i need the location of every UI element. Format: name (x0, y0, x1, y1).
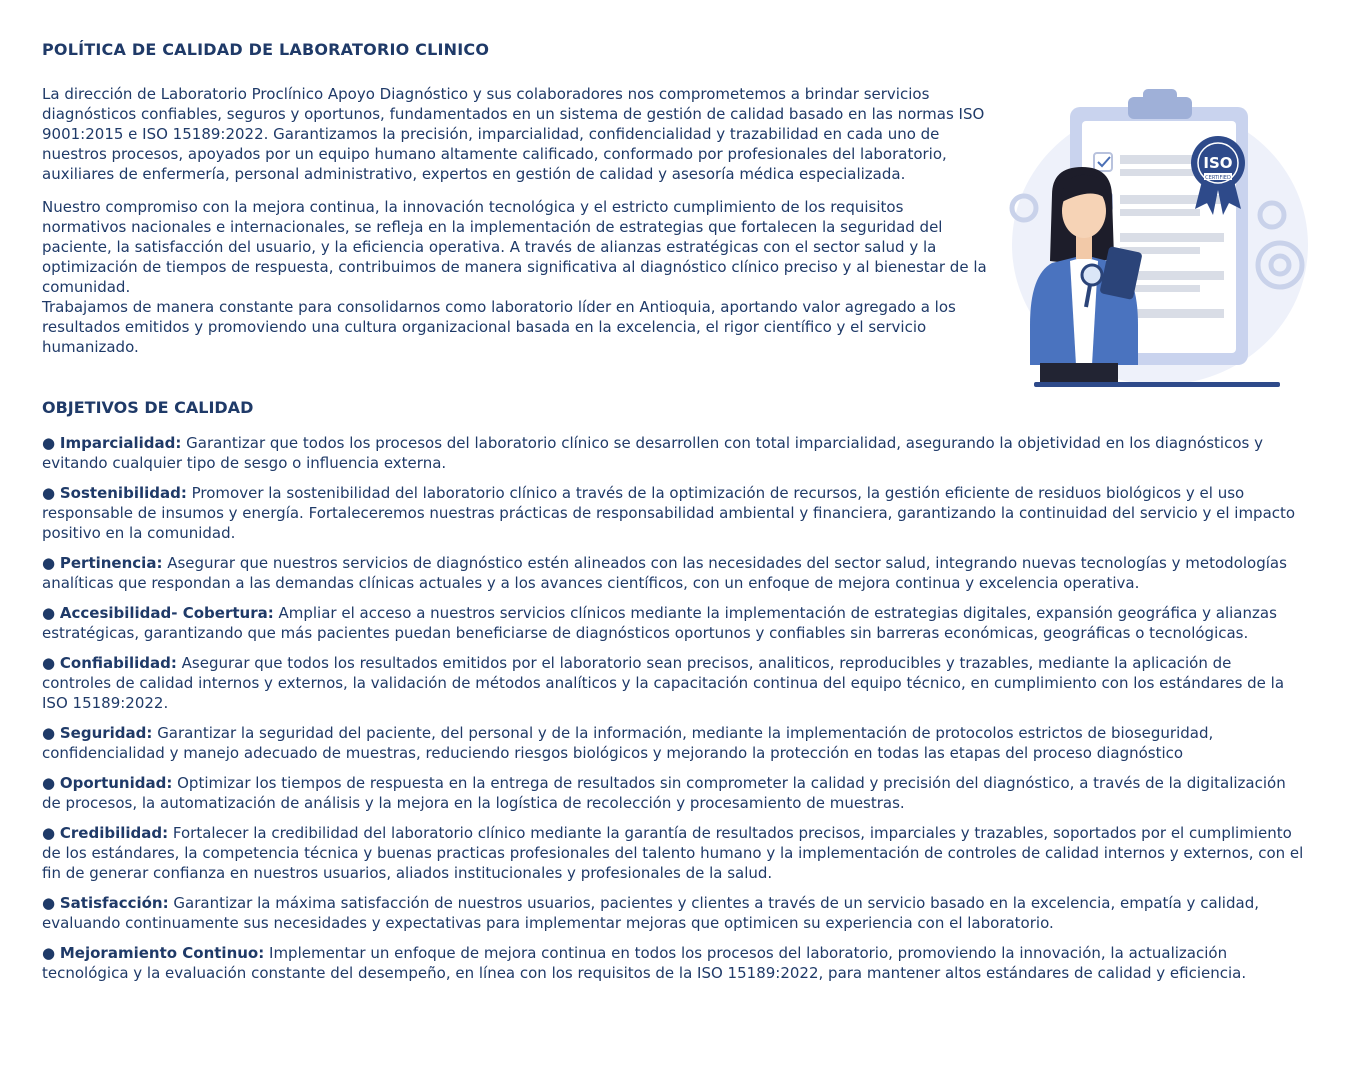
objective-text: Optimizar los tiempos de respuesta en la entrega de resultados sin comprometer la calidad y precisión del diagnóstico, a través de la digitalización de procesos, la automatización de análisis y la mejora en la logística de recolección y procesamiento de muestras. (42, 774, 1286, 812)
list-item (42, 483, 1304, 543)
objective-text: Asegurar que nuestros servicios de diagnóstico estén alineados con las necesidades del sector salud, integrando nuevas tecnologías y metodologías analíticas que respondan a las demandas clínicas actuales y a los avances científicos, con un enfoque de mejora continua y excelencia operativa. (42, 554, 1287, 592)
list-item (42, 773, 1304, 813)
bullet-icon: ● (42, 554, 56, 572)
list-item (42, 943, 1304, 983)
objective-text: Promover la sostenibilidad del laboratorio clínico a través de la optimización de recursos, la gestión eficiente de residuos biológicos y el uso responsable de insumos y energía. Fortaleceremos nuestras prácticas de responsabilidad ambiental y financiera, garantizando la continuidad del servicio y el impacto positivo en la comunidad. (42, 484, 1296, 542)
bullet-icon: ● (42, 724, 56, 742)
objective-label: Oportunidad: (59, 774, 173, 792)
list-item (42, 653, 1304, 713)
list-item (42, 723, 1304, 763)
objectives-list (42, 433, 1304, 993)
objectives-heading: OBJETIVOS DE CALIDAD (42, 398, 254, 417)
objective-label: Seguridad: (59, 724, 153, 742)
objective-text: Garantizar la seguridad del paciente, del personal y de la información, mediante la implementación de protocolos estrictos de bioseguridad, confidencialidad y manejo adecuado de muestras, reduciendo riesgos biológicos y mejorando la protección en todas las etapas del proceso diagnóstico (42, 724, 1214, 762)
iso-certification-illustration (1000, 85, 1310, 390)
list-item (42, 553, 1304, 593)
list-item (42, 603, 1304, 643)
page-title: POLÍTICA DE CALIDAD DE LABORATORIO CLINICO (42, 40, 490, 59)
list-item (42, 433, 1304, 473)
badge-subtext: CERTIFIED (1205, 175, 1231, 181)
objective-text: Implementar un enfoque de mejora continua en todos los procesos del laboratorio, promoviendo la innovación, la actualización tecnológica y la evaluación constante del desempeño, en línea con los requisitos de la ISO 15189:2022, para mantener altos estándares de calidad y eficiencia. (42, 944, 1247, 982)
ground-line (1034, 382, 1280, 387)
list-item (42, 823, 1304, 883)
objective-label: Imparcialidad: (59, 434, 182, 452)
list-item (42, 893, 1304, 933)
badge-text: ISO (1203, 154, 1233, 172)
objective-label: Accesibilidad- Cobertura: (59, 604, 274, 622)
bullet-icon: ● (42, 654, 56, 672)
objective-text: Garantizar la máxima satisfacción de nuestros usuarios, pacientes y clientes a través de un servicio basado en la excelencia, empatía y calidad, evaluando continuamente sus necesidades y expectativas para implementar mejoras que optimicen su experiencia con el laboratorio. (42, 894, 1259, 932)
objective-label: Credibilidad: (59, 824, 169, 842)
bullet-icon: ● (42, 944, 56, 962)
policy-paragraph: Nuestro compromiso con la mejora continua, la innovación tecnológica y el estricto cumplimiento de los requisitos normativos nacionales e internacionales, se refleja en la implementación de estrategias que fortalecen la seguridad del paciente, la satisfacción del usuario, y la eficiencia operativa. A través de alianzas estratégicas con el sector salud y la optimización de tiempos de respuesta, contribuimos de manera significativa al diagnóstico clínico preciso y al bienestar de la comunidad. (42, 198, 987, 296)
objective-text: Garantizar que todos los procesos del laboratorio clínico se desarrollen con total imparcialidad, asegurando la objetividad en los diagnósticos y evitando cualquier tipo de sesgo o influencia externa. (42, 434, 1263, 472)
objective-text: Ampliar el acceso a nuestros servicios clínicos mediante la implementación de estrategias digitales, expansión geográfica y alianzas estratégicas, garantizando que más pacientes puedan beneficiarse de diagnósticos oportunos y confiables sin barreras económicas, geográficas o tecnológicas. (42, 604, 1277, 642)
bullet-icon: ● (42, 824, 56, 842)
bullet-icon: ● (42, 434, 56, 452)
bullet-icon: ● (42, 894, 56, 912)
bullet-icon: ● (42, 484, 56, 502)
objective-text: Asegurar que todos los resultados emitidos por el laboratorio sean precisos, analiticos, reproducibles y trazables, mediante la aplicación de controles de calidad internos y externos, la validación de métodos analíticos y la capacitación continua del equipo técnico, en cumplimiento con los estándares de la ISO 15189:2022. (42, 654, 1285, 712)
objective-label: Pertinencia: (59, 554, 163, 572)
policy-paragraph: La dirección de Laboratorio Proclínico Apoyo Diagnóstico y sus colaboradores nos comprometemos a brindar servicios diagnósticos confiables, seguros y oportunos, fundamentados en un sistema de gestión de calidad basado en las normas ISO 9001:2015 e ISO 15189:2022. Garantizamos la precisión, imparcialidad, confidencialidad y trazabilidad en cada uno de nuestros procesos, apoyados por un equipo humano altamente calificado, conformado por profesionales del laboratorio, auxiliares de enfermería, personal administrativo, expertos en gestión de calidad y asesoría médica especializada. (42, 85, 985, 183)
bullet-icon: ● (42, 774, 56, 792)
objective-label: Satisfacción: (59, 894, 169, 912)
objective-label: Sostenibilidad: (59, 484, 187, 502)
policy-intro (42, 84, 987, 370)
objective-text: Fortalecer la credibilidad del laboratorio clínico mediante la garantía de resultados precisos, imparciales y trazables, soportados por el cumplimiento de los estándares, la competencia técnica y buenas practicas profesionales del talento humano y la implementación de controles de calidad internos y externos, con el fin de generar confianza en nuestros usuarios, aliados institucionales y profesionales de la salud. (42, 824, 1304, 882)
bullet-icon: ● (42, 604, 56, 622)
objective-label: Mejoramiento Continuo: (59, 944, 265, 962)
objective-label: Confiabilidad: (59, 654, 177, 672)
policy-paragraph: Trabajamos de manera constante para consolidarnos como laboratorio líder en Antioquia, aportando valor agregado a los resultados emitidos y promoviendo una cultura organizacional basada en la excelencia, el rigor científico y el servicio humanizado. (42, 298, 956, 356)
